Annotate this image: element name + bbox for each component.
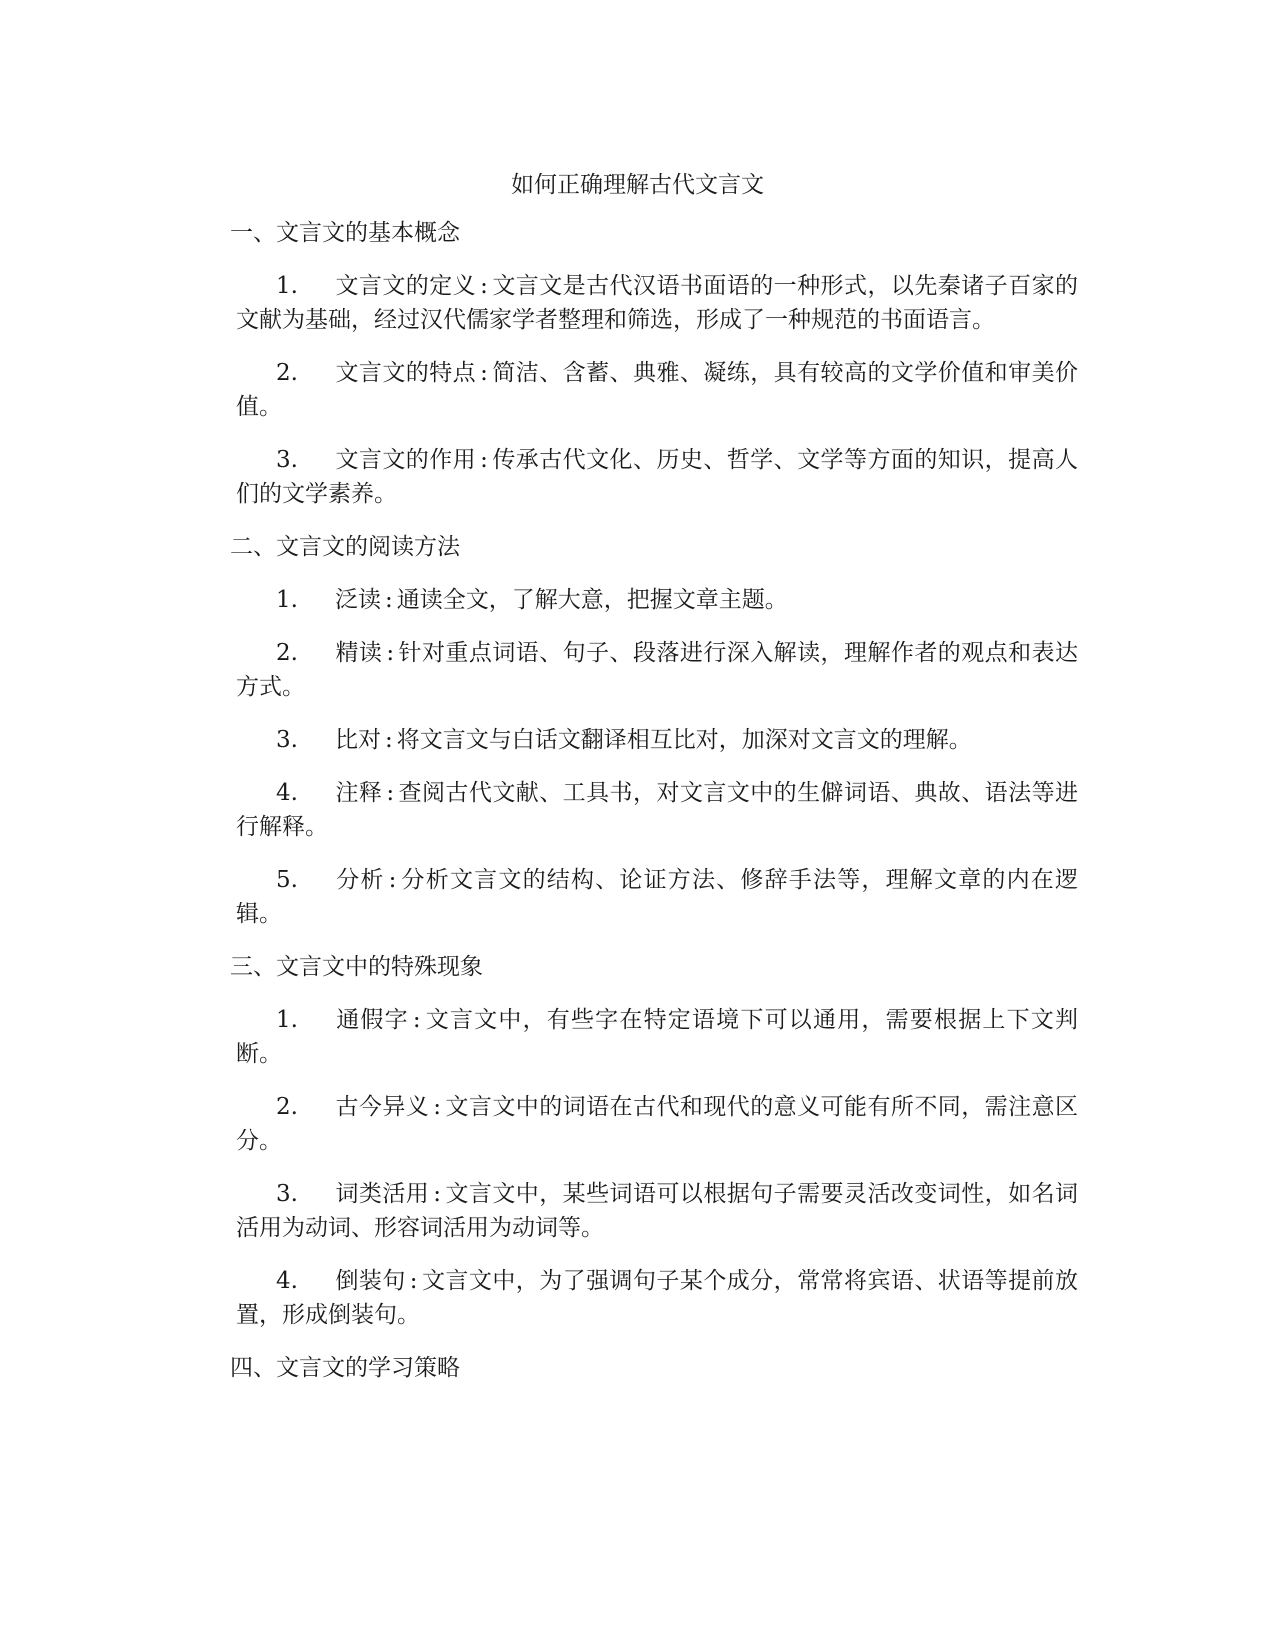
item-text: 文言文中的词语在古代和现代的意义可能有所不同，需注意区分。 <box>236 1094 1079 1154</box>
item-number: 2. <box>276 1094 298 1120</box>
item-term: 词类活用 <box>335 1181 430 1207</box>
list-item: 5. 分析 : 分析文言文的结构、论证方法、修辞手法等，理解文章的内在逻辑。 <box>230 863 1078 931</box>
item-number: 2. <box>276 640 298 666</box>
item-number: 4. <box>276 1268 298 1294</box>
section-heading: 三、文言文中的特殊现象 <box>230 954 483 980</box>
item-term: 注释 <box>335 780 383 806</box>
item-number: 3. <box>276 727 298 753</box>
list-item: 1. 泛读 : 通读全文，了解大意，把握文章主题。 <box>230 583 1078 617</box>
item-term: 精读 <box>335 640 383 666</box>
item-number: 4. <box>276 780 298 806</box>
item-text: 文言文是古代汉语书面语的一种形式，以先秦诸子百家的文献为基础，经过汉代儒家学者整理和筛选，形成了一种规范的书面语言。 <box>236 273 1079 333</box>
item-term: 分析 <box>335 867 385 893</box>
item-term: 比对 <box>335 727 381 753</box>
list-item: 3. 比对 : 将文言文与白话文翻译相互比对，加深对文言文的理解。 <box>230 723 1078 757</box>
item-term: 通假字 <box>335 1007 409 1033</box>
item-number: 1. <box>276 1007 298 1033</box>
item-term: 古今异义 <box>335 1094 430 1120</box>
list-item: 2. 古今异义 : 文言文中的词语在古代和现代的意义可能有所不同，需注意区分。 <box>230 1090 1078 1158</box>
list-item: 3. 词类活用 : 文言文中，某些词语可以根据句子需要灵活改变词性，如名词活用为动词、形容词活用为动词等。 <box>230 1177 1078 1245</box>
item-number: 3. <box>276 1181 298 1207</box>
item-number: 2. <box>276 360 298 386</box>
item-text: 简洁、含蓄、典雅、凝练，具有较高的文学价值和审美价值。 <box>236 360 1079 420</box>
list-item: 1. 通假字 : 文言文中，有些字在特定语境下可以通用，需要根据上下文判断。 <box>230 1003 1078 1071</box>
list-item: 3. 文言文的作用 : 传承古代文化、历史、哲学、文学等方面的知识，提高人们的文学素养。 <box>230 443 1078 511</box>
item-text: 分析文言文的结构、论证方法、修辞手法等，理解文章的内在逻辑。 <box>236 867 1079 927</box>
item-term: 文言文的定义 <box>335 273 477 299</box>
section-heading: 二、文言文的阅读方法 <box>230 534 460 560</box>
item-text: 将文言文与白话文翻译相互比对，加深对文言文的理解。 <box>396 727 972 753</box>
item-term: 泛读 <box>335 587 381 613</box>
list-item: 1. 文言文的定义 : 文言文是古代汉语书面语的一种形式，以先秦诸子百家的文献为基础，经过汉代儒家学者整理和筛选，形成了一种规范的书面语言。 <box>230 269 1078 337</box>
item-number: 1. <box>276 587 298 613</box>
list-item: 2. 精读 : 针对重点词语、句子、段落进行深入解读，理解作者的观点和表达方式。 <box>230 636 1078 704</box>
item-number: 5. <box>276 867 298 893</box>
section-heading: 一、文言文的基本概念 <box>230 220 460 246</box>
item-term: 文言文的特点 <box>335 360 477 386</box>
item-text: 通读全文，了解大意，把握文章主题。 <box>396 587 788 613</box>
item-text: 文言文中，为了强调句子某个成分，常常将宾语、状语等提前放置，形成倒装句。 <box>236 1268 1078 1328</box>
section-heading: 四、文言文的学习策略 <box>230 1355 460 1381</box>
list-item: 4. 注释 : 查阅古代文献、工具书，对文言文中的生僻词语、典故、语法等进行解释。 <box>230 776 1078 844</box>
item-text: 文言文中，某些词语可以根据句子需要灵活改变词性，如名词活用为动词、形容词活用为动词等。 <box>236 1181 1079 1241</box>
item-number: 1. <box>276 273 298 299</box>
list-item: 4. 倒装句 : 文言文中，为了强调句子某个成分，常常将宾语、状语等提前放置，形成倒装句。 <box>230 1264 1078 1332</box>
item-term: 文言文的作用 <box>335 447 477 473</box>
item-text: 传承古代文化、历史、哲学、文学等方面的知识，提高人们的文学素养。 <box>236 447 1079 507</box>
item-text: 针对重点词语、句子、段落进行深入解读，理解作者的观点和表达方式。 <box>236 640 1079 700</box>
item-term: 倒装句 <box>335 1268 406 1294</box>
item-number: 3. <box>276 447 298 473</box>
item-text: 文言文中，有些字在特定语境下可以通用，需要根据上下文判断。 <box>236 1007 1079 1067</box>
document-body <box>230 216 1078 1404</box>
document-title: 如何正确理解古代文言文 <box>511 172 764 198</box>
list-item: 2. 文言文的特点 : 简洁、含蓄、典雅、凝练，具有较高的文学价值和审美价值。 <box>230 356 1078 424</box>
item-text: 查阅古代文献、工具书，对文言文中的生僻词语、典故、语法等进行解释。 <box>236 780 1079 840</box>
